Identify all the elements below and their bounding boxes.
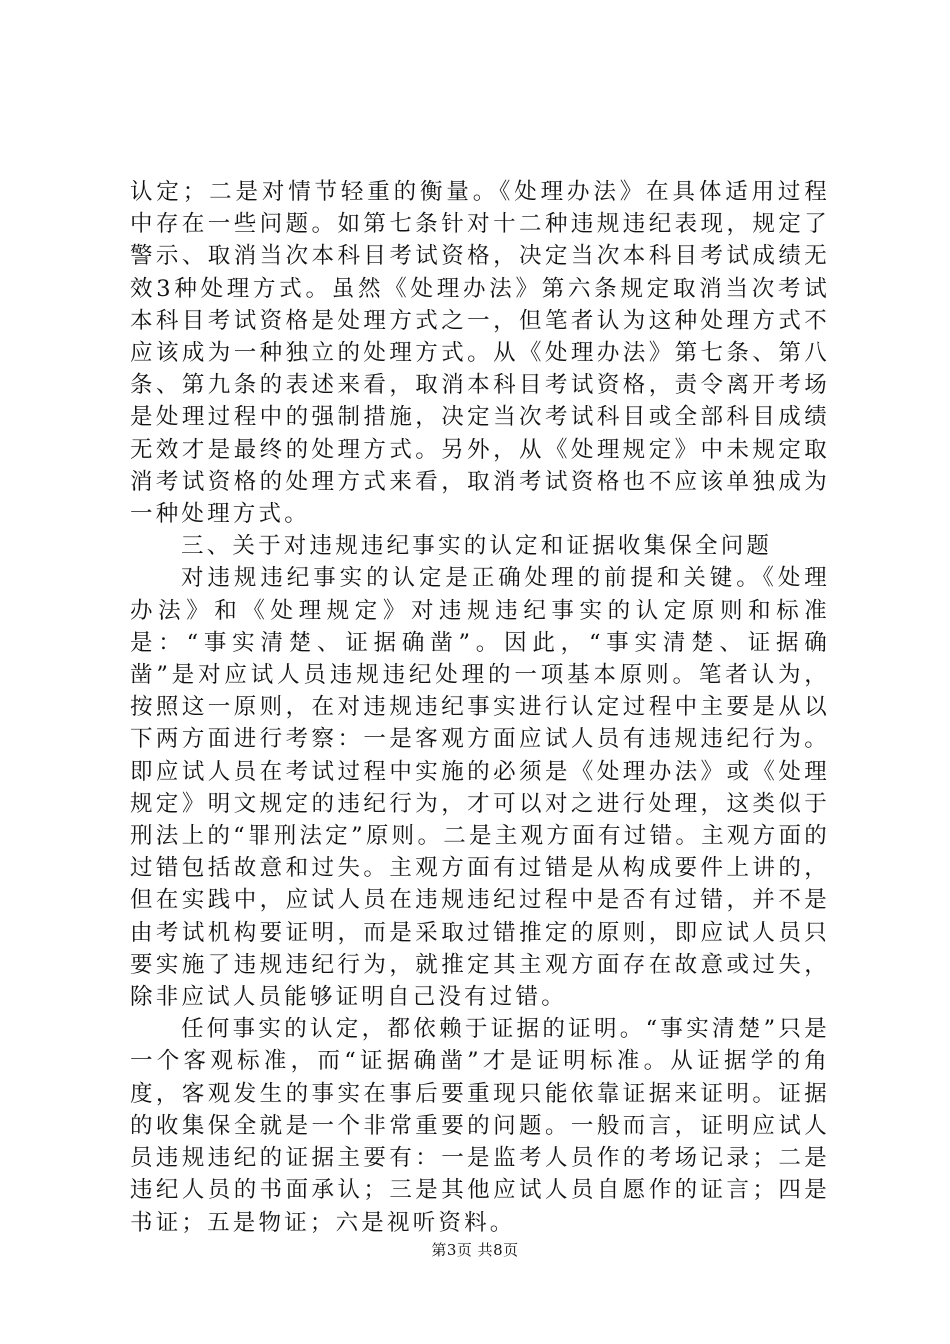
paragraph-2: 对违规违纪事实的认定是正确处理的前提和关键。《处理办法》和《处理规定》对违规违纪事实的认定原则和标准是：“事实清楚、证据确凿”。因此，“事实清楚、证据确凿”是对应试人员违规违纪处理的一项基本原则。笔者认为，按照这一原则，在对违规违纪事实进行认定过程中主要是从以下两方面进行考察：一是客观方面应试人员有违规违纪行为。即应试人员在考试过程中实施的必须是《处理办法》或《处理规定》明文规定的违纪行为，才可以对之进行处理，这类似于刑法上的“罪刑法定”原则。二是主观方面有过错。主观方面的过错包括故意和过失。主观方面有过错是从构成要件上讲的，但在实践中，应试人员在违规违纪过程中是否有过错，并不是由考试机构要证明，而是采取过错推定的原则，即应试人员只要实施了违规违纪行为，就推定其主观方面存在故意或过失，除非应试人员能够证明自己没有过错。 <box>130 565 830 1011</box>
paragraph-3: 任何事实的认定，都依赖于证据的证明。“事实清楚”只是一个客观标准，而“证据确凿”才是证明标准。从证据学的角度，客观发生的事实在事后要重现只能依靠证据来证明。证据的收集保全就是一个非常重要的问题。一般而言，证明应试人员违规违纪的证据主要有：一是监考人员作的考场记录；二是违纪人员的书面承认；三是其他应试人员自愿作的证言；四是书证；五是物证；六是视听资料。 <box>130 1016 830 1236</box>
document-body <box>130 176 830 1239</box>
page-number-label: 第3页 共8页 <box>431 1241 519 1259</box>
page-footer <box>0 1240 950 1260</box>
section-heading-3: 三、关于对违规违纪事实的认定和证据收集保全问题 <box>181 533 773 560</box>
paragraph-1: 认定；二是对情节轻重的衡量。《处理办法》在具体适用过程中存在一些问题。如第七条针对十二种违规违纪表现，规定了警示、取消当次本科目考试资格，决定当次本科目考试成绩无效3种处理方式。虽然《处理办法》第六条规定取消当次考试本科目考试资格是处理方式之一，但笔者认为这种处理方式不应该成为一种独立的处理方式。从《处理办法》第七条、第八条、第九条的表述来看，取消本科目考试资格，责令离开考场是处理过程中的强制措施，决定当次考试科目或全部科目成绩无效才是最终的处理方式。另外，从《处理规定》中未规定取消考试资格的处理方式来看，取消考试资格也不应该单独成为一种处理方式。 <box>130 179 830 528</box>
